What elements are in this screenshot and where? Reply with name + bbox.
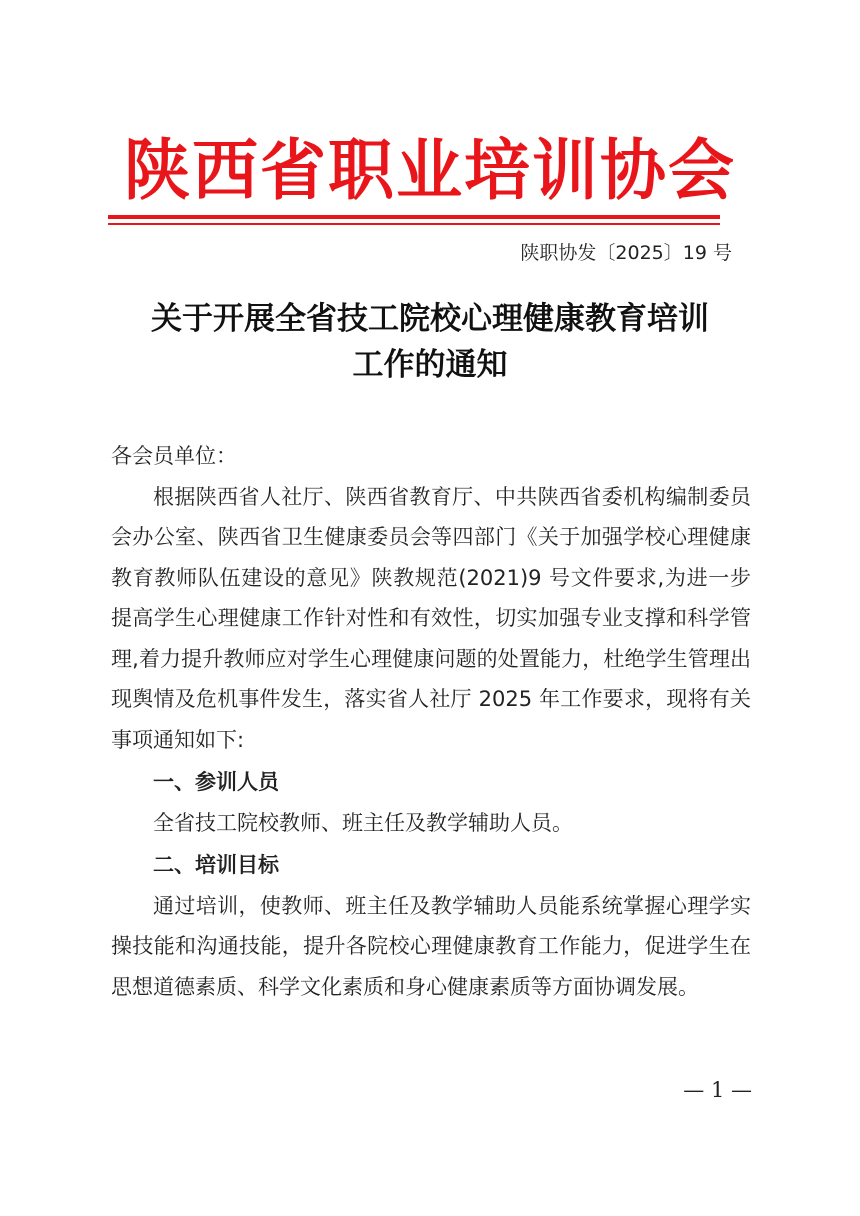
salutation: 各会员单位： <box>111 444 237 468</box>
section-heading-goals: 二、培训目标 <box>153 853 279 877</box>
header-rule-thick <box>108 215 720 219</box>
document-number: 陕职协发〔2025〕19 号 <box>520 242 732 264</box>
page-number: — 1 — <box>683 1078 752 1102</box>
intro-paragraph: 根据陕西省人社厅、陕西省教育厅、中共陕西省委机构编制委员会办公室、陕西省卫生健康委员会等四部门《关于加强学校心理健康教育教师队伍建设的意见》陕教规范(2021)9 号文件要求,为进一步提高学生心理健康工作针对性和有效性，切实加强专业支撑和科学管理,着力提升教师应对学生心理健康问题的处置能力，杜绝学生管理出现舆情及危机事件发生，落实省人社厅 2025 年工作要求，现将有关事项通知如下: <box>111 484 751 752</box>
organization-header: 陕西省职业培训协会 <box>124 131 736 209</box>
document-title <box>100 296 760 388</box>
title-line-2: 工作的通知 <box>352 347 508 383</box>
goals-paragraph: 通过培训，使教师、班主任及教学辅助人员能系统掌握心理学实操技能和沟通技能，提升各院校心理健康教育工作能力，促进学生在思想道德素质、科学文化素质和身心健康素质等方面协调发展。 <box>111 893 751 999</box>
participants-paragraph: 全省技工院校教师、班主任及教学辅助人员。 <box>153 810 573 835</box>
title-line-1: 关于开展全省技工院校心理健康教育培训 <box>151 301 709 337</box>
document-body <box>111 436 751 1007</box>
section-heading-participants: 一、参训人员 <box>153 770 279 794</box>
header-rule-thin <box>108 223 720 225</box>
